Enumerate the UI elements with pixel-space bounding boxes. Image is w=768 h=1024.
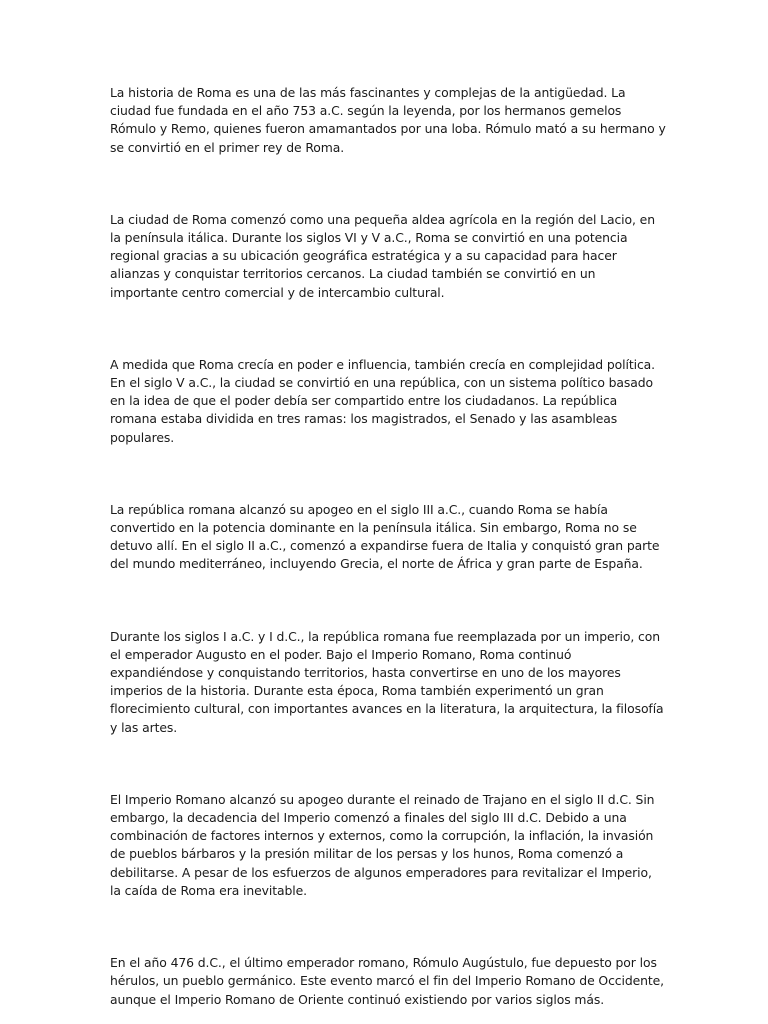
- paragraph-early-rome: La ciudad de Roma comenzó como una pequeña aldea agrícola en la región del Lacio, en la península itálica. Durante los siglos VI y V a.C., Roma se convirtió en una potencia regional gracias a su ubicación geográfica estratégica y a su capacidad para hacer alianzas y conquistar territorios cercanos. La ciudad también se convirtió en un importante centro comercial y de intercambio cultural.: [110, 211, 655, 300]
- paragraph-republic-apogee: La república romana alcanzó su apogeo en el siglo III a.C., cuando Roma se había convertido en la potencia dominante en la península itálica. Sin embargo, Roma no se detuvo allí. En el siglo II a.C., comenzó a expandirse fuera de Italia y conquistó gran parte del mundo mediterráneo, incluyendo Grecia, el norte de África y gran parte de España.: [110, 501, 660, 572]
- paragraph-founding: La historia de Roma es una de las más fascinantes y complejas de la antigüedad. La ciudad fue fundada en el año 753 a.C. según la leyenda, por los hermanos gemelos Rómulo y Remo, quienes fueron amamantados por una loba. Rómulo mató a su hermano y se convirtió en el primer rey de Roma.: [110, 85, 666, 155]
- paragraph-decline: El Imperio Romano alcanzó su apogeo durante el reinado de Trajano en el siglo II d.C. Sin embargo, la decadencia del Imperio comenzó a finales del siglo III d.C. Debido a una combinación de factores internos y externos, como la corrupción, la inflación, la invasión de pueblos bárbaros y la presión militar de los persas y los hunos, Roma comenzó a debilitarse. A pesar de los esfuerzos de algunos emperadores para revitalizar el Imperio, la caída de Roma era inevitable.: [110, 791, 655, 898]
- paragraph-republic: A medida que Roma crecía en poder e influencia, también crecía en complejidad política. En el siglo V a.C., la ciudad se convirtió en una república, con un sistema político basado en la idea de que el poder debía ser compartido entre los ciudadanos. La república romana estaba dividida en tres ramas: los magistrados, el Senado y las asambleas populares.: [110, 356, 655, 445]
- paragraph-fall: En el año 476 d.C., el último emperador romano, Rómulo Augústulo, fue depuesto por los hérulos, un pueblo germánico. Este evento marcó el fin del Imperio Romano de Occidente, aunque el Imperio Romano de Oriente continuó existiendo por varios siglos más.: [110, 955, 665, 1007]
- document-page: [110, 84, 666, 1009]
- paragraph-empire: Durante los siglos I a.C. y I d.C., la república romana fue reemplazada por un imperio, con el emperador Augusto en el poder. Bajo el Imperio Romano, Roma continuó expandiéndose y conquistando territorios, hasta convertirse en uno de los mayores imperios de la historia. Durante esta época, Roma también experimentó un gran florecimiento cultural, con importantes avances en la literatura, la arquitectura, la filosofía y las artes.: [110, 628, 664, 735]
